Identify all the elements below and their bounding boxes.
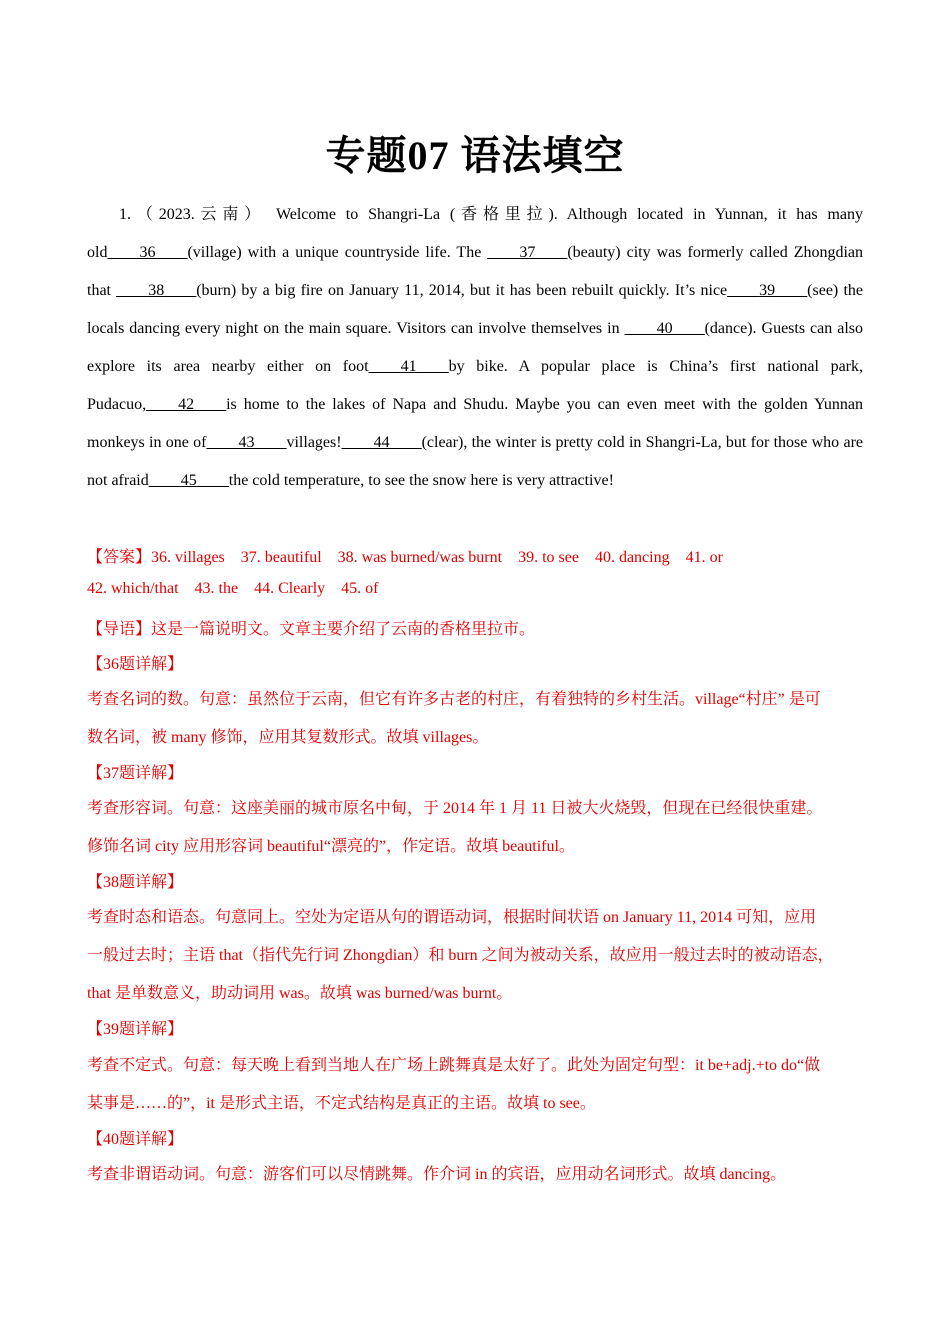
passage-text: Welcome to Shangri-La (香格里拉). Although located in Yunnan, it has many old bbox=[87, 206, 863, 261]
passage-text: (see) the locals dancing every night on the main square. Visitors can involve themselves in bbox=[87, 282, 863, 337]
guide-label: 【导语】 bbox=[87, 621, 152, 638]
explanation-heading: 【37题详解】 bbox=[87, 765, 184, 782]
explanation-line: 数名词，被 many 修饰，应用其复数形式。故填 villages。 bbox=[87, 729, 489, 746]
passage bbox=[87, 196, 863, 500]
passage-text: (dance). Guests can also explore its area nearby either on foot bbox=[87, 320, 864, 375]
blank-37[interactable]: ____37____ bbox=[487, 244, 568, 261]
passage-text: (village) with a unique countryside life. The bbox=[187, 244, 488, 261]
page-title: 专题07 语法填空 bbox=[325, 133, 625, 178]
blank-43[interactable]: ____43____ bbox=[206, 434, 287, 451]
explanation-line: 修饰名词 city 应用形容词 beautiful“漂亮的”，作定语。故填 beautiful。 bbox=[87, 838, 575, 855]
question-number: 1. bbox=[119, 206, 131, 223]
passage-text: (beauty) city was formerly called Zhongdian that bbox=[87, 244, 864, 299]
answer-line-2 bbox=[87, 580, 863, 598]
blank-41[interactable]: ____41____ bbox=[368, 358, 449, 375]
blank-39[interactable]: ____39____ bbox=[727, 282, 808, 299]
explanation-line: 考查非谓语动词。句意：游客们可以尽情跳舞。作介词 in 的宾语，应用动名词形式。故填 dancing。 bbox=[87, 1166, 787, 1183]
explanation-line: 一般过去时；主语 that（指代先行词 Zhongdian）和 burn 之间为被动关系，故应用一般过去时的被动语态， bbox=[87, 947, 834, 964]
blank-40[interactable]: ____40____ bbox=[624, 320, 705, 337]
explanation-line: 考查名词的数。句意：虽然位于云南，但它有许多古老的村庄，有着独特的乡村生活。village“村庄” 是可 bbox=[87, 691, 821, 708]
question-source: （2023.云南） bbox=[131, 206, 267, 223]
answer-line-1 bbox=[87, 544, 863, 567]
passage-text: (burn) by a big fire on January 11, 2014, but it has been rebuilt quickly. It’s nice bbox=[196, 282, 728, 299]
explanation-line: 考查形容词。句意：这座美丽的城市原名中甸，于 2014 年 1 月 11 日被大火烧毁，但现在已经很快重建。 bbox=[87, 800, 823, 817]
blank-38[interactable]: ____38____ bbox=[116, 282, 197, 299]
guide-text: 这是一篇说明文。文章主要介绍了云南的香格里拉市。 bbox=[151, 621, 536, 638]
passage-text: by bike. A popular place is China’s first national park, Pudacuo, bbox=[87, 358, 864, 413]
blank-42[interactable]: ____42____ bbox=[146, 396, 227, 413]
explanation-line: 考查时态和语态。句意同上。空处为定语从句的谓语动词，根据时间状语 on January 11, 2014 可知，应用 bbox=[87, 909, 817, 926]
blank-44[interactable]: ____44____ bbox=[341, 434, 422, 451]
explanation-heading: 【39题详解】 bbox=[87, 1021, 184, 1038]
passage-text: villages! bbox=[286, 434, 342, 451]
guide bbox=[87, 616, 863, 639]
answer-text: 42. which/that 43. the 44. Clearly 45. of bbox=[87, 580, 379, 597]
explanation-heading: 【38题详解】 bbox=[87, 874, 184, 891]
explanation-heading: 【36题详解】 bbox=[87, 656, 184, 673]
blank-45[interactable]: ____45____ bbox=[148, 472, 229, 489]
blank-36[interactable]: ____36____ bbox=[107, 244, 188, 261]
explanation-line: that 是单数意义，助动词用 was。故填 was burned/was burnt。 bbox=[87, 985, 513, 1002]
explanation-heading: 【40题详解】 bbox=[87, 1131, 184, 1148]
passage-text: is home to the lakes of Napa and Shudu. Maybe you can even meet with the golden Yunnan monkeys in one of bbox=[87, 396, 863, 451]
answer-label: 【答案】 bbox=[87, 549, 152, 566]
passage-text: (clear), the winter is pretty cold in Shangri-La, but for those who are not afraid bbox=[87, 434, 863, 489]
answer-text: 36. villages 37. beautiful 38. was burned/was burnt 39. to see 40. dancing 41. or bbox=[151, 549, 723, 566]
explanation-line: 某事是……的”，it 是形式主语，不定式结构是真正的主语。故填 to see。 bbox=[87, 1095, 596, 1112]
passage-text: the cold temperature, to see the snow here is very attractive! bbox=[228, 472, 614, 489]
explanation-line: 考查不定式。句意：每天晚上看到当地人在广场上跳舞真是太好了。此处为固定句型：it be+adj.+to do“做 bbox=[87, 1057, 821, 1074]
